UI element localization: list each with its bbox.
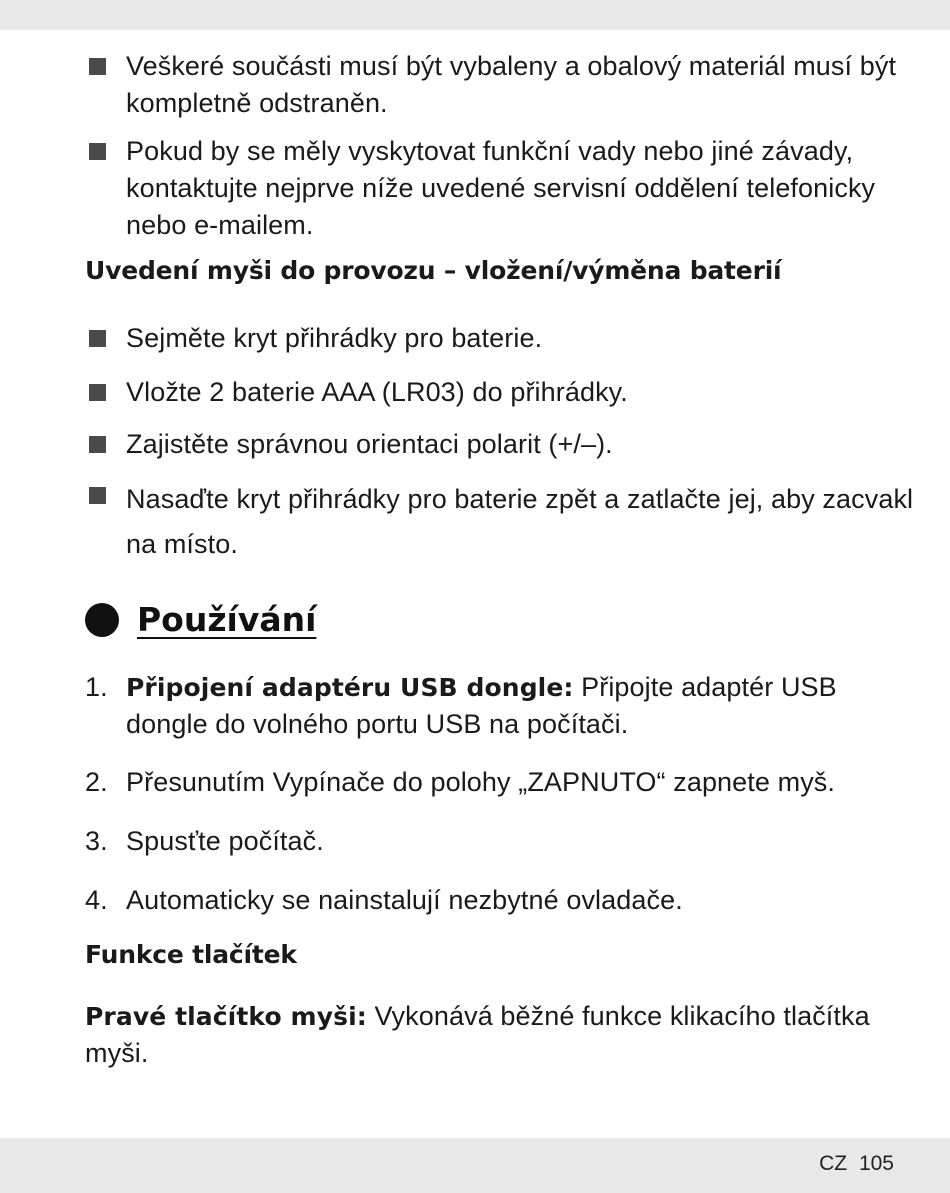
bullet-marker [89, 487, 106, 504]
right-button-text: Vykonává běžné funkce klikacího tlačítka myši. [85, 1001, 870, 1068]
top-band [0, 0, 950, 30]
heading-buttons: Funkce tlačítek [85, 940, 297, 969]
footer-band [0, 1138, 950, 1193]
right-button-paragraph [85, 998, 885, 1072]
page-number: 105 [858, 1152, 894, 1175]
step-item [126, 823, 916, 860]
bullet-marker [89, 58, 106, 75]
step-text: Připojte adaptér USB dongle do volného portu USB na počítači. [126, 672, 837, 739]
section-heading [85, 600, 316, 639]
right-button-label: Pravé tlačítko myši: [85, 1002, 367, 1031]
list-item: Veškeré součásti musí být vybaleny a obalový materiál musí být kompletně odstraněn. [126, 51, 897, 118]
list-item: Sejměte kryt přihrádky pro baterie. [126, 323, 543, 353]
page-footer [819, 1152, 894, 1176]
step-item [126, 669, 916, 743]
section-title: Používání [137, 600, 317, 639]
list-item: Vložte 2 baterie AAA (LR03) do přihrádky. [126, 377, 628, 407]
step-text: Automaticky se nainstalují nezbytné ovladače. [126, 885, 683, 915]
step-text: Spusťte počítač. [126, 826, 324, 856]
bullet-marker [89, 330, 106, 347]
step-bold: Připojení adaptéru USB dongle: [126, 673, 574, 702]
heading-batteries: Uvedení myši do provozu – vložení/výměna baterií [85, 256, 782, 285]
step-item [126, 882, 916, 919]
step-number: 4. [85, 885, 108, 915]
bullet-marker [89, 143, 106, 160]
section-dot-icon [85, 603, 119, 637]
step-number: 1. [85, 672, 108, 702]
list-item: Zajistěte správnou orientaci polarit (+/–). [126, 429, 613, 459]
footer-lang: CZ [819, 1152, 848, 1175]
step-number: 2. [85, 767, 108, 797]
step-item [126, 764, 916, 801]
list-item: Nasaďte kryt přihrádky pro baterie zpět a zatlačte jej, aby zacvakl na místo. [126, 484, 914, 559]
step-text: Přesunutím Vypínače do polohy „ZAPNUTO“ zapnete myš. [126, 767, 836, 797]
step-number: 3. [85, 826, 108, 856]
bullet-marker [89, 384, 106, 401]
list-item: Pokud by se měly vyskytovat funkční vady nebo jiné závady, kontaktujte nejprve níže uvedené servisní oddělení telefonicky nebo e-mailem. [126, 136, 876, 240]
bullet-marker [89, 436, 106, 453]
